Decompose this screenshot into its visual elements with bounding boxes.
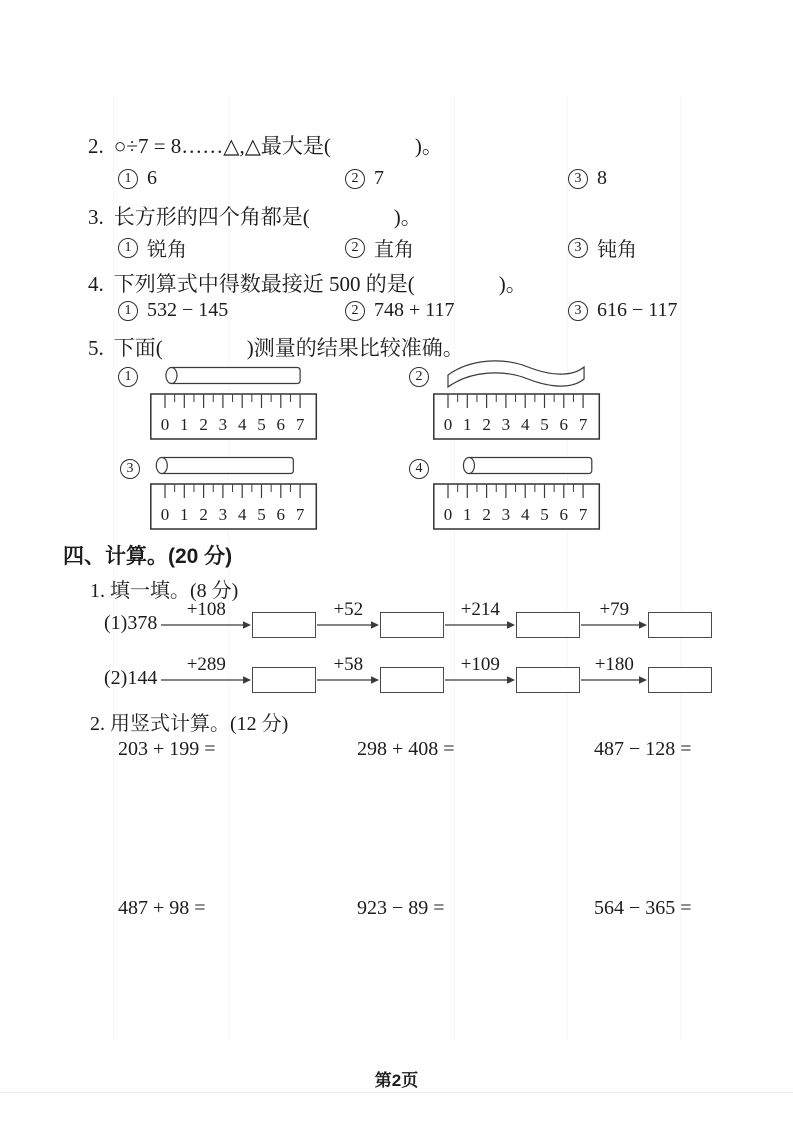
circled-number: 2 bbox=[345, 238, 365, 258]
option-item bbox=[345, 233, 414, 262]
ruler-tick-label: 5 bbox=[257, 505, 266, 524]
answer-box bbox=[380, 612, 444, 638]
chain-step bbox=[316, 655, 380, 693]
answer-box bbox=[380, 667, 444, 693]
option-label: 6 bbox=[147, 167, 157, 189]
option-label: 8 bbox=[597, 167, 607, 189]
ruler-tick-label: 6 bbox=[276, 415, 286, 434]
cylinder-end-cap bbox=[463, 458, 474, 474]
figure-label: 1 bbox=[118, 367, 138, 387]
option-item bbox=[118, 167, 157, 190]
circled-number: 3 bbox=[568, 301, 588, 321]
arrow-right-icon bbox=[160, 675, 252, 693]
question-number: 5. bbox=[88, 336, 104, 360]
ruler-tick-label: 1 bbox=[463, 415, 472, 434]
ruler-body bbox=[151, 394, 316, 439]
ruler-tick-label: 6 bbox=[276, 505, 286, 524]
ruler-svg bbox=[433, 446, 615, 531]
cylinder-rod-object bbox=[469, 458, 592, 474]
option-item bbox=[118, 233, 187, 262]
ruler-tick-label: 1 bbox=[463, 505, 472, 524]
question-text: 下列算式中得数最接近 500 的是( )。 bbox=[113, 272, 527, 296]
footer-separator-line bbox=[0, 1092, 793, 1093]
option-label: 532 − 145 bbox=[147, 299, 229, 321]
ruler-tick-label: 2 bbox=[199, 505, 208, 524]
ruler-tick-label: 3 bbox=[501, 415, 511, 434]
option-label: 616 − 117 bbox=[597, 299, 678, 321]
chain-step bbox=[316, 600, 380, 638]
ruler-tick-label: 5 bbox=[257, 415, 266, 434]
ruler-tick-label: 2 bbox=[482, 505, 491, 524]
chain-operation-label: +109 bbox=[460, 654, 500, 675]
chain-start-value: (2)144 bbox=[104, 667, 158, 689]
question-item-4 bbox=[88, 268, 527, 298]
ruler-tick-label: 7 bbox=[295, 505, 305, 524]
ruler-diagram-2 bbox=[433, 356, 615, 441]
question-number: 3. bbox=[88, 205, 104, 229]
ruler-tick-label: 6 bbox=[559, 505, 569, 524]
circled-number: 3 bbox=[568, 238, 588, 258]
chain-step bbox=[160, 655, 252, 693]
arrow-right-icon bbox=[580, 620, 648, 638]
chain-operation-label: +214 bbox=[460, 599, 500, 620]
question-text: ○÷7 = 8……△,△最大是( )。 bbox=[113, 134, 443, 158]
cylinder-rod-object bbox=[171, 368, 300, 384]
question-item-3 bbox=[88, 201, 422, 231]
fill-in-chain-2 bbox=[104, 655, 712, 693]
ruler-body bbox=[434, 394, 600, 439]
equation: 298 + 408 = bbox=[357, 738, 455, 760]
subsection-title-1: 1. 填一填。(8 分) bbox=[90, 580, 239, 602]
ruler-tick-label: 2 bbox=[199, 415, 208, 434]
equation: 203 + 199 = bbox=[118, 738, 216, 760]
ruler-tick-label: 7 bbox=[578, 415, 588, 434]
ruler-tick-label: 4 bbox=[520, 415, 530, 434]
arrow-right-icon bbox=[444, 675, 516, 693]
ruler-tick-label: 5 bbox=[540, 505, 549, 524]
ruler-tick-label: 4 bbox=[520, 505, 530, 524]
circled-number: 2 bbox=[345, 169, 365, 189]
ruler-tick-label: 3 bbox=[501, 505, 511, 524]
arrow-right-icon bbox=[444, 620, 516, 638]
ruler-tick-label: 4 bbox=[237, 415, 247, 434]
chain-operation-label: +52 bbox=[333, 599, 364, 620]
ruler-svg bbox=[150, 446, 332, 531]
circled-number: 1 bbox=[118, 301, 138, 321]
section-title: 四、计算。(20 分) bbox=[63, 545, 233, 568]
ruler-tick-label: 0 bbox=[160, 415, 170, 434]
chain-step bbox=[580, 600, 648, 638]
option-item bbox=[568, 299, 678, 322]
figure-label: 2 bbox=[409, 367, 429, 387]
option-label: 7 bbox=[374, 167, 384, 189]
chain-step bbox=[160, 600, 252, 638]
equation: 564 − 365 = bbox=[594, 897, 692, 919]
fill-in-chain-1 bbox=[104, 600, 712, 638]
figure-label: 3 bbox=[120, 459, 140, 479]
ruler-body bbox=[151, 484, 316, 529]
answer-box bbox=[516, 667, 580, 693]
cylinder-end-cap bbox=[156, 458, 167, 474]
ruler-tick-label: 7 bbox=[578, 505, 588, 524]
chain-step bbox=[580, 655, 648, 693]
arrow-right-icon bbox=[580, 675, 648, 693]
cylinder-rod-object bbox=[162, 458, 294, 474]
option-label: 直角 bbox=[374, 239, 414, 261]
wavy-ribbon-object bbox=[448, 361, 584, 387]
figure-label: 4 bbox=[409, 459, 429, 479]
ruler-body bbox=[434, 484, 600, 529]
ruler-tick-label: 7 bbox=[295, 415, 305, 434]
option-item bbox=[118, 299, 228, 322]
circled-number: 2 bbox=[345, 301, 365, 321]
arrow-right-icon bbox=[160, 620, 252, 638]
answer-box bbox=[648, 667, 712, 693]
answer-box bbox=[516, 612, 580, 638]
option-item bbox=[568, 233, 637, 262]
question-number: 2. bbox=[88, 134, 104, 158]
option-label: 锐角 bbox=[147, 239, 187, 261]
ruler-tick-label: 0 bbox=[443, 505, 453, 524]
option-item bbox=[345, 299, 455, 322]
ruler-tick-label: 4 bbox=[237, 505, 247, 524]
ruler-tick-label: 0 bbox=[443, 415, 453, 434]
equation: 487 − 128 = bbox=[594, 738, 692, 760]
option-item bbox=[568, 167, 607, 190]
ruler-tick-label: 0 bbox=[160, 505, 170, 524]
answer-box bbox=[252, 667, 316, 693]
chain-start-value: (1)378 bbox=[104, 612, 158, 634]
chain-operation-label: +180 bbox=[594, 654, 634, 675]
question-item-2 bbox=[88, 130, 443, 160]
arrow-right-icon bbox=[316, 675, 380, 693]
scan-artifact-line bbox=[454, 95, 455, 1040]
circled-number: 3 bbox=[568, 169, 588, 189]
ruler-diagram-3 bbox=[150, 446, 332, 531]
question-text: 下面( )测量的结果比较准确。 bbox=[113, 336, 464, 360]
chain-operation-label: +58 bbox=[333, 654, 364, 675]
equation: 487 + 98 = bbox=[118, 897, 206, 919]
ruler-tick-label: 1 bbox=[180, 505, 189, 524]
ruler-svg bbox=[150, 356, 332, 441]
ruler-tick-label: 2 bbox=[482, 415, 491, 434]
ruler-tick-label: 1 bbox=[180, 415, 189, 434]
ruler-tick-label: 6 bbox=[559, 415, 569, 434]
question-number: 4. bbox=[88, 272, 104, 296]
circled-number: 1 bbox=[118, 238, 138, 258]
arrow-right-icon bbox=[316, 620, 380, 638]
equation: 923 − 89 = bbox=[357, 897, 445, 919]
option-item bbox=[345, 167, 384, 190]
chain-operation-label: +108 bbox=[186, 599, 226, 620]
cylinder-end-cap bbox=[166, 368, 177, 384]
subsection-title-2: 2. 用竖式计算。(12 分) bbox=[90, 713, 289, 735]
answer-box bbox=[252, 612, 316, 638]
chain-step bbox=[444, 600, 516, 638]
ruler-diagram-4 bbox=[433, 446, 615, 531]
option-label: 748 + 117 bbox=[374, 299, 455, 321]
chain-step bbox=[444, 655, 516, 693]
ruler-svg bbox=[433, 356, 615, 441]
option-label: 钝角 bbox=[597, 239, 637, 261]
circled-number: 1 bbox=[118, 169, 138, 189]
answer-box bbox=[648, 612, 712, 638]
page-number: 第2页 bbox=[374, 1071, 419, 1090]
chain-operation-label: +79 bbox=[599, 599, 630, 620]
question-text: 长方形的四个角都是( )。 bbox=[113, 205, 422, 229]
ruler-tick-label: 3 bbox=[218, 415, 228, 434]
ruler-tick-label: 5 bbox=[540, 415, 549, 434]
ruler-tick-label: 3 bbox=[218, 505, 228, 524]
ruler-diagram-1 bbox=[150, 356, 332, 441]
chain-operation-label: +289 bbox=[186, 654, 226, 675]
